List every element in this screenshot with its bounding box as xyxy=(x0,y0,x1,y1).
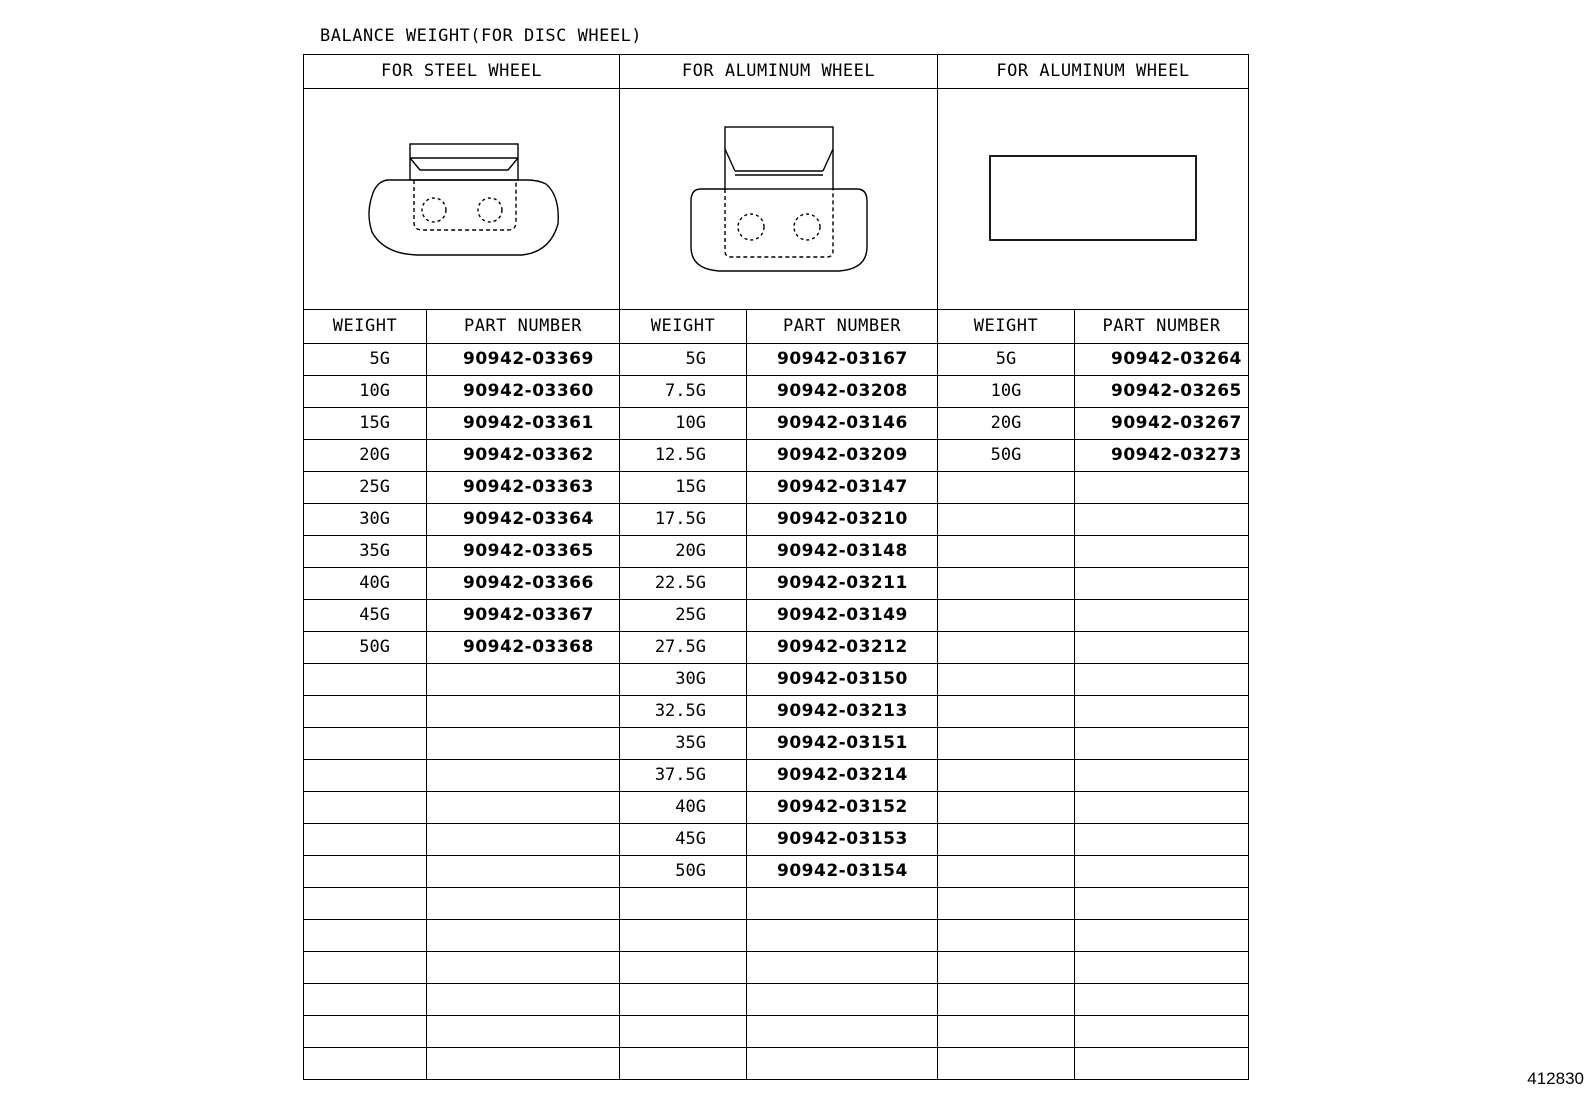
part-number-cell xyxy=(1075,728,1249,760)
table-row xyxy=(304,888,1249,920)
table-row xyxy=(304,472,1249,504)
part-number-cell xyxy=(427,664,620,696)
weight-cell: 10G xyxy=(304,376,427,408)
part-number-cell xyxy=(1075,952,1249,984)
weight-cell xyxy=(938,792,1075,824)
table-row xyxy=(304,568,1249,600)
weight-cell xyxy=(938,1016,1075,1048)
weight-cell: 10G xyxy=(938,376,1075,408)
table-row xyxy=(304,856,1249,888)
weight-cell xyxy=(304,920,427,952)
part-number-cell: 90942-03214 xyxy=(747,760,938,792)
table-row xyxy=(304,408,1249,440)
part-number-cell: 90942-03167 xyxy=(747,344,938,376)
steel-clip-weight-icon xyxy=(362,134,562,264)
weight-cell xyxy=(938,536,1075,568)
table-row xyxy=(304,376,1249,408)
weight-cell xyxy=(304,824,427,856)
steel-weight-illustration xyxy=(304,89,620,310)
weight-cell xyxy=(938,472,1075,504)
table-row xyxy=(304,440,1249,472)
weight-column-header: WEIGHT xyxy=(620,310,747,344)
table-row xyxy=(304,952,1249,984)
table-row xyxy=(304,728,1249,760)
section-header-steel: FOR STEEL WHEEL xyxy=(304,55,620,89)
weight-cell xyxy=(304,664,427,696)
part-number-cell xyxy=(427,1016,620,1048)
weight-cell: 7.5G xyxy=(620,376,747,408)
weight-cell xyxy=(938,696,1075,728)
weight-cell: 17.5G xyxy=(620,504,747,536)
part-number-cell xyxy=(1075,696,1249,728)
weight-cell: 20G xyxy=(938,408,1075,440)
weight-cell: 10G xyxy=(620,408,747,440)
part-number-cell xyxy=(1075,504,1249,536)
weight-cell: 27.5G xyxy=(620,632,747,664)
part-number-cell xyxy=(747,952,938,984)
part-number-cell xyxy=(427,824,620,856)
weight-cell: 20G xyxy=(304,440,427,472)
table-row xyxy=(304,344,1249,376)
part-number-cell xyxy=(1075,856,1249,888)
part-number-cell: 90942-03212 xyxy=(747,632,938,664)
weight-cell: 30G xyxy=(620,664,747,696)
weight-cell: 40G xyxy=(304,568,427,600)
part-number-cell xyxy=(1075,920,1249,952)
part-number-cell xyxy=(1075,824,1249,856)
part-number-cell xyxy=(747,984,938,1016)
weight-cell: 15G xyxy=(304,408,427,440)
column-header-row xyxy=(304,310,1249,344)
part-number-cell xyxy=(427,1048,620,1080)
part-number-cell: 90942-03364 xyxy=(427,504,620,536)
weight-cell xyxy=(938,1048,1075,1080)
figure-reference-number: 412830 xyxy=(1527,1069,1584,1088)
table-row xyxy=(304,760,1249,792)
part-number-cell: 90942-03265 xyxy=(1075,376,1249,408)
weight-cell: 30G xyxy=(304,504,427,536)
table-row xyxy=(304,664,1249,696)
weight-cell: 50G xyxy=(938,440,1075,472)
part-number-cell: 90942-03154 xyxy=(747,856,938,888)
part-number-cell: 90942-03146 xyxy=(747,408,938,440)
weight-cell xyxy=(938,664,1075,696)
adhesive-weight-icon xyxy=(988,154,1198,244)
weight-cell xyxy=(304,888,427,920)
weight-cell xyxy=(304,792,427,824)
part-number-cell xyxy=(427,856,620,888)
illustration-row xyxy=(304,89,1249,310)
weight-cell: 45G xyxy=(620,824,747,856)
weight-cell: 35G xyxy=(304,536,427,568)
part-number-cell xyxy=(1075,536,1249,568)
weight-cell xyxy=(938,984,1075,1016)
weight-cell xyxy=(938,632,1075,664)
part-number-cell xyxy=(427,792,620,824)
section-header-aluminum-clip: FOR ALUMINUM WHEEL xyxy=(620,55,938,89)
weight-cell xyxy=(620,1016,747,1048)
weight-cell xyxy=(938,856,1075,888)
weight-cell: 32.5G xyxy=(620,696,747,728)
weight-cell xyxy=(938,504,1075,536)
part-number-column-header: PART NUMBER xyxy=(747,310,938,344)
weight-cell xyxy=(938,600,1075,632)
weight-cell xyxy=(938,568,1075,600)
part-number-cell xyxy=(427,696,620,728)
table-row xyxy=(304,632,1249,664)
weight-cell xyxy=(620,984,747,1016)
part-number-cell xyxy=(427,888,620,920)
part-number-cell xyxy=(427,952,620,984)
weight-cell xyxy=(938,888,1075,920)
part-number-cell: 90942-03365 xyxy=(427,536,620,568)
part-number-cell: 90942-03153 xyxy=(747,824,938,856)
part-number-cell xyxy=(1075,984,1249,1016)
part-number-cell xyxy=(1075,1048,1249,1080)
table-row xyxy=(304,824,1249,856)
weight-cell: 12.5G xyxy=(620,440,747,472)
section-header-aluminum-adhesive: FOR ALUMINUM WHEEL xyxy=(938,55,1249,89)
table-row xyxy=(304,984,1249,1016)
part-number-cell xyxy=(1075,664,1249,696)
aluminum-clip-weight-illustration xyxy=(620,89,938,310)
weight-cell xyxy=(304,696,427,728)
table-row xyxy=(304,1016,1249,1048)
adhesive-weight-illustration xyxy=(938,89,1249,310)
balance-weight-table xyxy=(303,54,1249,1080)
part-number-cell: 90942-03209 xyxy=(747,440,938,472)
table-row xyxy=(304,792,1249,824)
part-number-cell xyxy=(1075,568,1249,600)
weight-cell: 50G xyxy=(304,632,427,664)
weight-cell xyxy=(938,728,1075,760)
page-title: BALANCE WEIGHT(FOR DISC WHEEL) xyxy=(320,26,643,46)
part-number-cell: 90942-03210 xyxy=(747,504,938,536)
part-number-cell: 90942-03267 xyxy=(1075,408,1249,440)
section-header-row xyxy=(304,55,1249,89)
weight-cell: 5G xyxy=(620,344,747,376)
weight-cell: 15G xyxy=(620,472,747,504)
part-number-column-header: PART NUMBER xyxy=(427,310,620,344)
table-row xyxy=(304,920,1249,952)
part-number-cell xyxy=(427,728,620,760)
weight-cell xyxy=(620,888,747,920)
part-number-cell xyxy=(747,1016,938,1048)
part-number-column-header: PART NUMBER xyxy=(1075,310,1249,344)
part-number-cell: 90942-03264 xyxy=(1075,344,1249,376)
weight-cell xyxy=(304,984,427,1016)
weight-cell: 25G xyxy=(620,600,747,632)
weight-cell xyxy=(304,952,427,984)
weight-cell: 5G xyxy=(938,344,1075,376)
table-row xyxy=(304,600,1249,632)
table-row xyxy=(304,696,1249,728)
part-number-cell: 90942-03367 xyxy=(427,600,620,632)
part-number-cell xyxy=(747,1048,938,1080)
part-number-cell: 90942-03360 xyxy=(427,376,620,408)
part-number-cell xyxy=(747,888,938,920)
part-number-cell xyxy=(1075,760,1249,792)
weight-cell xyxy=(938,760,1075,792)
weight-column-header: WEIGHT xyxy=(938,310,1075,344)
part-number-cell: 90942-03152 xyxy=(747,792,938,824)
part-number-cell xyxy=(1075,600,1249,632)
weight-cell: 22.5G xyxy=(620,568,747,600)
weight-cell: 45G xyxy=(304,600,427,632)
part-number-cell: 90942-03208 xyxy=(747,376,938,408)
part-number-cell: 90942-03150 xyxy=(747,664,938,696)
table-row xyxy=(304,504,1249,536)
part-number-cell: 90942-03368 xyxy=(427,632,620,664)
part-number-cell xyxy=(1075,792,1249,824)
weight-cell xyxy=(304,1048,427,1080)
weight-cell: 5G xyxy=(304,344,427,376)
part-number-cell: 90942-03213 xyxy=(747,696,938,728)
part-number-cell xyxy=(427,760,620,792)
weight-cell: 25G xyxy=(304,472,427,504)
part-number-cell: 90942-03366 xyxy=(427,568,620,600)
weight-cell xyxy=(938,824,1075,856)
aluminum-clip-weight-icon xyxy=(689,119,869,279)
part-number-cell xyxy=(427,984,620,1016)
weight-cell xyxy=(304,760,427,792)
part-number-cell: 90942-03363 xyxy=(427,472,620,504)
weight-cell: 50G xyxy=(620,856,747,888)
weight-cell xyxy=(938,952,1075,984)
part-number-cell: 90942-03148 xyxy=(747,536,938,568)
part-number-cell xyxy=(1075,472,1249,504)
weight-cell: 35G xyxy=(620,728,747,760)
weight-cell xyxy=(304,1016,427,1048)
part-number-cell: 90942-03151 xyxy=(747,728,938,760)
weight-cell xyxy=(938,920,1075,952)
weight-column-header: WEIGHT xyxy=(304,310,427,344)
part-number-cell: 90942-03149 xyxy=(747,600,938,632)
weight-cell xyxy=(620,952,747,984)
weight-cell xyxy=(304,856,427,888)
part-number-cell: 90942-03273 xyxy=(1075,440,1249,472)
part-number-cell: 90942-03369 xyxy=(427,344,620,376)
table-row xyxy=(304,1048,1249,1080)
part-number-cell xyxy=(747,920,938,952)
part-number-cell: 90942-03147 xyxy=(747,472,938,504)
weight-cell: 40G xyxy=(620,792,747,824)
weight-cell xyxy=(620,1048,747,1080)
part-number-cell xyxy=(427,920,620,952)
table-row xyxy=(304,536,1249,568)
part-number-cell xyxy=(1075,1016,1249,1048)
weight-cell xyxy=(620,920,747,952)
weight-cell: 37.5G xyxy=(620,760,747,792)
part-number-cell xyxy=(1075,888,1249,920)
part-number-cell: 90942-03211 xyxy=(747,568,938,600)
part-number-cell: 90942-03361 xyxy=(427,408,620,440)
weight-cell: 20G xyxy=(620,536,747,568)
part-number-cell: 90942-03362 xyxy=(427,440,620,472)
weight-cell xyxy=(304,728,427,760)
part-number-cell xyxy=(1075,632,1249,664)
